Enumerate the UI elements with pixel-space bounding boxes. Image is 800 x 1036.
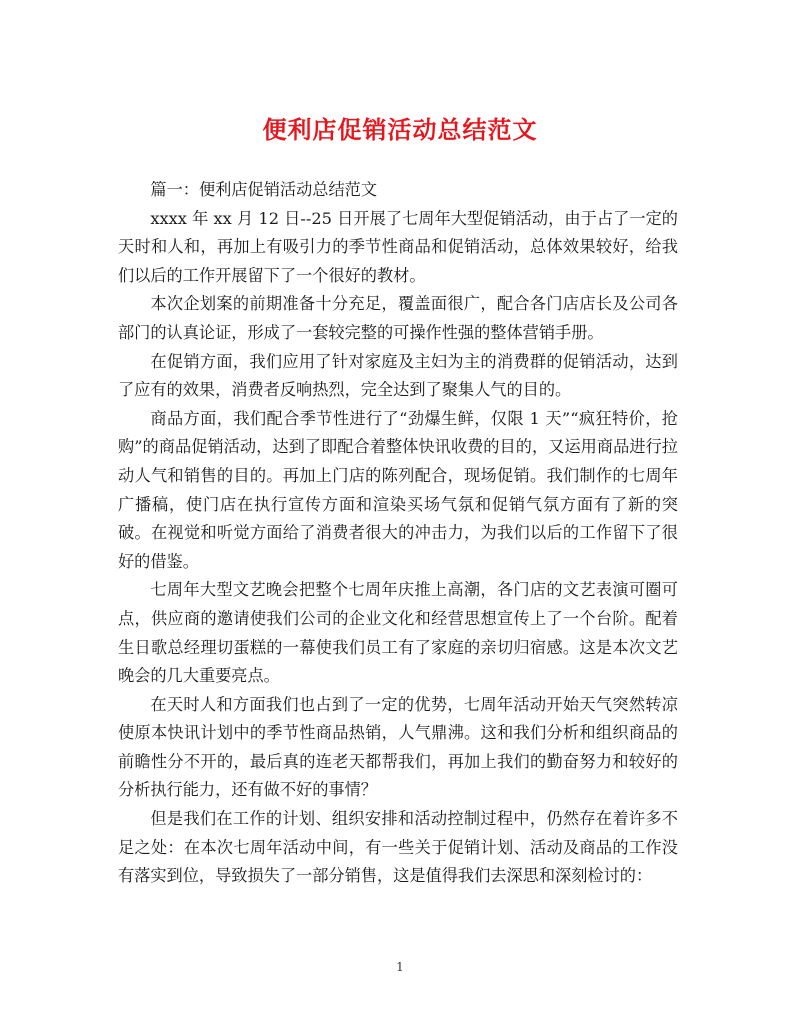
section-heading: 篇一：便利店促销活动总结范文 [150, 180, 378, 199]
document-title: 便利店促销活动总结范文 [262, 115, 538, 144]
paragraph: 七周年大型文艺晚会把整个七周年庆推上高潮，各门店的文艺表演可圈可点，供应商的邀请使我们公司的企业文化和经营思想宣传上了一个台阶。配着生日歌总经理切蛋糕的一幕使我们员工有了家庭的亲切归宿感。这是本次文艺晚会的几大重要亮点。 [118, 580, 678, 686]
paragraph: 本次企划案的前期准备十分充足，覆盖面很广，配合各门店店长及公司各部门的认真论证，形成了一套较完整的可操作性强的整体营销手册。 [118, 294, 678, 342]
paragraph: 在天时人和方面我们也占到了一定的优势，七周年活动开始天气突然转凉使原本快讯计划中的季节性商品热销，人气鼎沸。这和我们分析和组织商品的前瞻性分不开的，最后真的连老天都帮我们，再加上我们的勤奋努力和较好的分析执行能力，还有做不好的事情？ [118, 694, 678, 800]
document-body [118, 176, 678, 891]
paragraph: 但是我们在工作的计划、组织安排和活动控制过程中，仍然存在着许多不足之处：在本次七周年活动中间，有一些关于促销计划、活动及商品的工作没有落实到位，导致损失了一部分销售，这是值得我们去深思和深刻检讨的： [118, 809, 678, 886]
paragraph: 在促销方面，我们应用了针对家庭及主妇为主的消费群的促销活动，达到了应有的效果，消费者反响热烈，完全达到了聚集人气的目的。 [118, 351, 678, 400]
page-number: 1 [396, 960, 404, 974]
paragraph: 商品方面，我们配合季节性进行了“劲爆生鲜，仅限 1 天”“疯狂特价，抢购”的商品促销活动，达到了即配合着整体快讯收费的目的，又运用商品进行拉动人气和销售的目的。再加上门店的陈列配合，现场促销。我们制作的七周年广播稿，使门店在执行宣传方面和渲染买场气氛和促销气氛方面有了新的突破。在视觉和听觉方面给了消费者很大的冲击力，为我们以后的工作留下了很好的借鉴。 [118, 408, 678, 571]
paragraph: xxxx 年 xx 月 12 日--25 日开展了七周年大型促销活动，由于占了一定的天时和人和，再加上有吸引力的季节性商品和促销活动，总体效果较好，给我们以后的工作开展留下了一个很好的教材。 [118, 208, 678, 285]
